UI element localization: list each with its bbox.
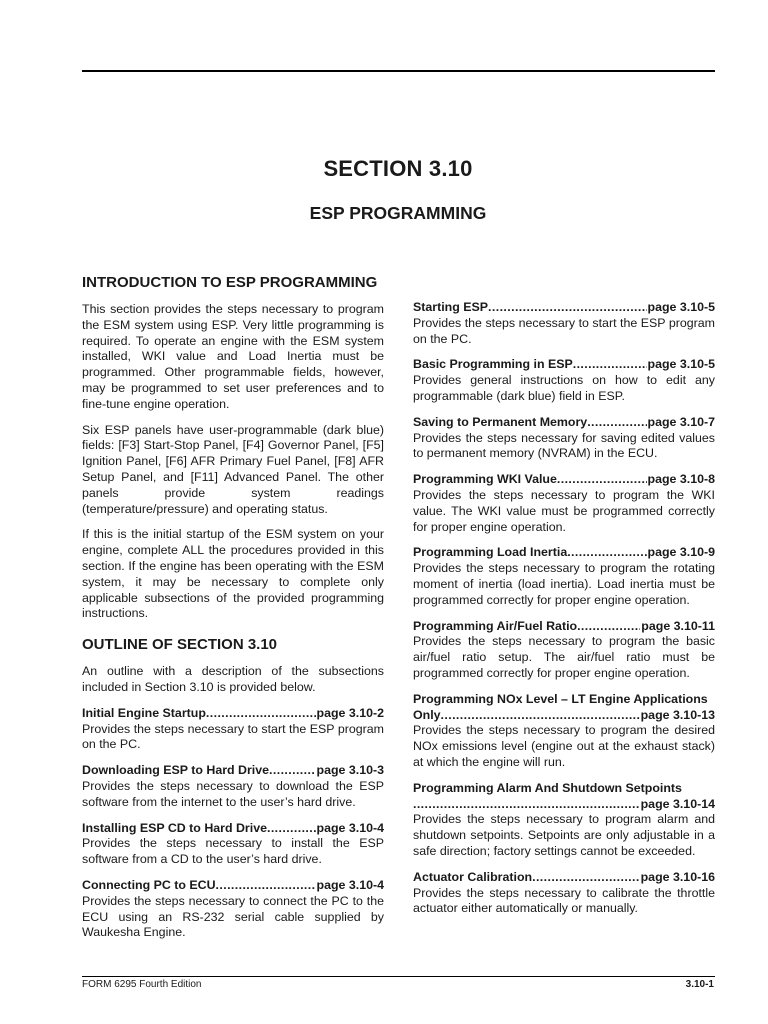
outline-entry — [413, 300, 715, 347]
entry-title: Connecting PC to ECU — [82, 877, 216, 892]
outline-entry — [413, 692, 715, 771]
leader-dots — [413, 797, 640, 813]
entry-title: Programming Alarm And Shutdown Setpoints — [413, 780, 682, 795]
entry-title: Programming Air/Fuel Ratio — [413, 618, 578, 633]
outline-entry — [413, 415, 715, 462]
leader-dots — [488, 300, 646, 316]
leader-dots — [269, 763, 315, 779]
entry-title: Basic Programming in ESP — [413, 357, 573, 372]
section-title: SECTION 3.10 — [323, 156, 473, 181]
intro-paragraph-1: This section provides the steps necessary to program the ESM system using ESP. Very little programming is required. To operate an engine with the ESM system installed, WKI value and Load Inertia must be programmed. Other programmable fields, however, may be programmed to set user preferences and to fine-tune engine operation. — [82, 302, 384, 411]
entry-title: Installing ESP CD to Hard Drive — [82, 820, 267, 835]
entry-page: page 3.10-5 — [647, 300, 715, 314]
entry-description: Provides the steps necessary to program the basic air/fuel ratio setup. The air/fuel ratio must be programmed correctly for proper engine operation. — [413, 634, 715, 680]
entry-description: Provides the steps necessary to program the rotating moment of inertia (load inertia). Load inertia must be programmed correctly for proper engine operation. — [413, 561, 715, 607]
entry-description: Provides the steps necessary to install the ESP software from a CD to the user’s hard drive. — [82, 836, 384, 867]
outline-entry — [82, 821, 384, 868]
entry-page: page 3.10-5 — [647, 357, 715, 372]
entry-title: Starting ESP — [413, 300, 489, 314]
outline-intro: An outline with a description of the subsections included in Section 3.10 is provided below. — [82, 664, 384, 694]
footer-page-number: 3.10-1 — [685, 979, 714, 990]
outline-entry — [413, 870, 715, 917]
outline-entry — [413, 357, 715, 404]
entry-title-continued: Only — [413, 707, 441, 722]
outline-entry — [413, 781, 715, 860]
entry-title: Actuator Calibration — [413, 869, 533, 884]
entry-page: page 3.10-7 — [647, 414, 715, 429]
entry-title: Programming WKI Value — [413, 472, 557, 487]
intro-paragraph-2: Six ESP panels have user-programmable (dark blue) fields: [F3] Start-Stop Panel, [F4] Governor Panel, [F5] Ignition Panel, [F6] AFR Primary Fuel Panel, [F8] AFR Setup Panel, and [F11] Advanced Panel. The other panels provide system readings (temperature/pressure) and operating status. — [82, 422, 384, 516]
top-rule — [82, 70, 715, 72]
outline-entry — [413, 619, 715, 682]
entry-page: page 3.10-11 — [641, 618, 715, 633]
entry-description: Provides general instructions on how to edit any programmable (dark blue) field in ESP. — [413, 373, 715, 403]
entry-page: page 3.10-14 — [640, 796, 715, 811]
entry-title: Saving to Permanent Memory — [413, 414, 588, 429]
entry-description: Provides the steps necessary to connect the PC to the ECU using an RS-232 serial cable supplied by Waukesha Engine. — [82, 893, 384, 940]
bottom-rule — [82, 976, 715, 977]
leader-dots — [206, 706, 316, 722]
outline-entry — [82, 878, 384, 941]
entry-description: Provides the steps necessary for saving edited values to permanent memory (NVRAM) in the ECU. — [413, 430, 715, 461]
leader-dots — [216, 878, 316, 894]
entry-page: page 3.10-3 — [316, 763, 384, 778]
entry-page: page 3.10-2 — [316, 705, 384, 720]
entry-description: Provides the steps necessary to start the ESP program on the PC. — [82, 721, 384, 752]
leader-dots — [267, 821, 316, 837]
entry-page: page 3.10-8 — [647, 472, 715, 487]
right-column — [413, 300, 715, 927]
entry-title: Programming Load Inertia — [413, 545, 568, 560]
footer-form-label: FORM 6295 Fourth Edition — [82, 979, 202, 990]
entry-title: Programming NOx Level – LT Engine Applications — [413, 691, 708, 706]
entry-description: Provides the steps necessary to program alarm and shutdown setpoints. Setpoints are only adjustable in a safe direction; factory settings cannot be exceeded. — [413, 812, 715, 858]
left-column — [82, 274, 384, 951]
leader-dots — [532, 870, 640, 886]
outline-entry — [82, 706, 384, 753]
leader-dots — [557, 472, 647, 488]
leader-dots — [573, 357, 647, 373]
entry-description: Provides the steps necessary to download the ESP software from the internet to the user’s hard drive. — [82, 778, 384, 809]
entry-title: Initial Engine Startup — [82, 705, 206, 720]
section-subtitle: ESP PROGRAMMING — [309, 203, 487, 223]
leader-dots — [441, 708, 640, 724]
outline-heading: OUTLINE OF SECTION 3.10 — [82, 636, 278, 654]
entry-title: Downloading ESP to Hard Drive — [82, 763, 270, 778]
outline-entry — [413, 545, 715, 608]
intro-heading: INTRODUCTION TO ESP PROGRAMMING — [82, 274, 378, 291]
entry-page: page 3.10-9 — [647, 545, 715, 560]
outline-entry — [413, 472, 715, 535]
entry-description: Provides the steps necessary to program the WKI value. The WKI value must be programmed correctly for proper engine operation. — [413, 487, 715, 534]
leader-dots — [577, 619, 640, 635]
entry-page: page 3.10-4 — [316, 877, 384, 892]
entry-page: page 3.10-4 — [316, 820, 384, 835]
entry-page: page 3.10-13 — [640, 707, 715, 722]
outline-entry — [82, 763, 384, 810]
entry-page: page 3.10-16 — [640, 869, 715, 884]
entry-description: Provides the steps necessary to program the desired NOx emissions level (engine out at the exhaust stack) at which the engine will run. — [413, 723, 715, 769]
leader-dots — [587, 415, 646, 431]
entry-description: Provides the steps necessary to start the ESP program on the PC. — [413, 315, 715, 346]
leader-dots — [567, 545, 646, 561]
intro-paragraph-3: If this is the initial startup of the ESM system on your engine, complete ALL the procedures provided in this section. If the engine has been operating with the ESM system, it may be necessary to complete only applicable subsections of the provided programming instructions. — [82, 527, 384, 621]
entry-description: Provides the steps necessary to calibrate the throttle actuator either automatically or manually. — [413, 885, 715, 916]
